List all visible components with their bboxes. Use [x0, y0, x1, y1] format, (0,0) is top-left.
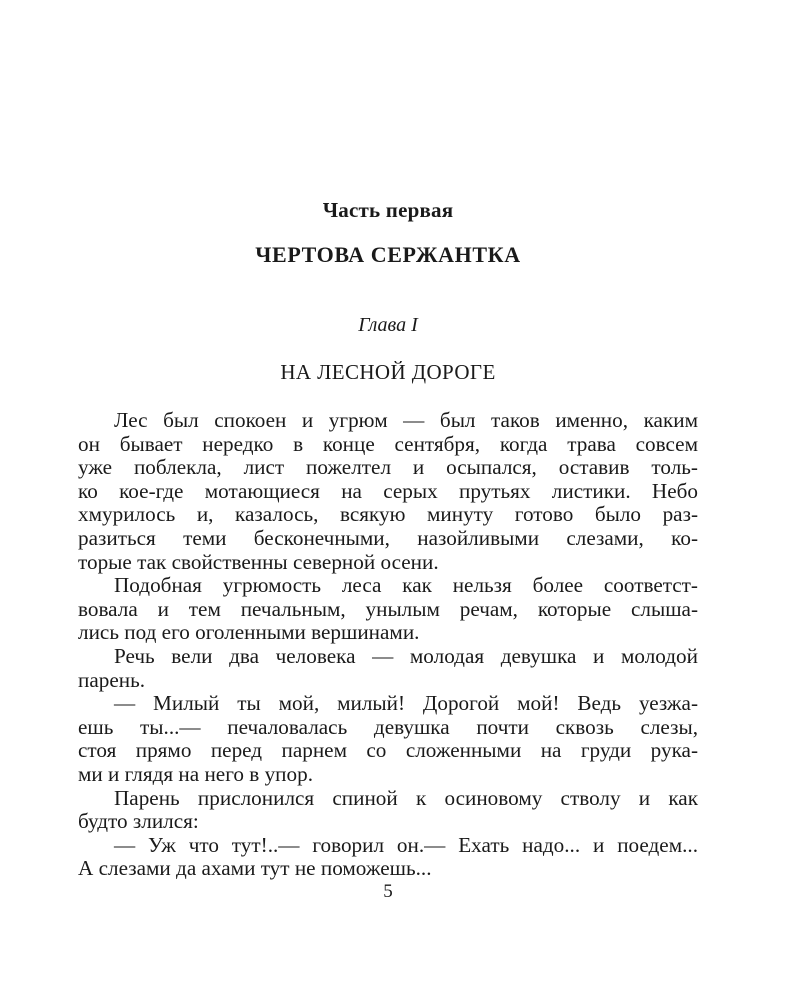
text-line: лись под его оголенными вершинами.	[78, 620, 420, 645]
text-line: Подобная угрюмость леса как нельзя более соответст-	[114, 573, 698, 598]
text-line: А слезами да ахами тут не поможешь...	[78, 856, 432, 881]
text-line: — Уж что тут!..— говорил он.— Ехать надо... и поедем...	[114, 832, 698, 857]
text-line: разиться теми бесконечными, назойливыми слезами, ко-	[78, 525, 698, 550]
body-text	[78, 409, 698, 881]
text-line: хмурилось и, казалось, всякую минуту готово было раз-	[78, 502, 698, 527]
text-line: он бывает нередко в конце сентября, когда трава совсем	[78, 431, 698, 456]
chapter-title: НА ЛЕСНОЙ ДОРОГЕ	[280, 360, 496, 384]
text-line: ешь ты...— печаловалась девушка почти сквозь слезы,	[78, 714, 698, 739]
book-title: ЧЕРТОВА СЕРЖАНТКА	[255, 242, 521, 267]
text-line: — Милый ты мой, милый! Дорогой мой! Ведь уезжа-	[114, 691, 698, 716]
text-line: стоя прямо перед парнем со сложенными на груди рука-	[78, 738, 698, 763]
text-line: Речь вели два человека — молодая девушка и молодой	[114, 643, 698, 668]
part-title: Часть первая	[322, 198, 454, 222]
chapter-label: Глава I	[358, 314, 418, 336]
text-line: будто злился:	[78, 809, 199, 834]
page-number: 5	[383, 881, 393, 902]
text-line: уже поблекла, лист пожелтел и осыпался, оставив толь-	[78, 455, 698, 480]
text-line: ми и глядя на него в упор.	[78, 761, 313, 786]
text-line: парень.	[78, 667, 146, 692]
text-line: Парень прислонился спиной к осиновому стволу и как	[114, 785, 698, 810]
text-line: ко кое-где мотающиеся на серых прутьях листики. Небо	[78, 478, 698, 503]
text-line: вовала и тем печальным, унылым речам, которые слыша-	[78, 596, 698, 621]
text-line: Лес был спокоен и угрюм — был таков именно, каким	[114, 408, 698, 432]
text-line: торые так свойственны северной осени.	[78, 549, 439, 574]
